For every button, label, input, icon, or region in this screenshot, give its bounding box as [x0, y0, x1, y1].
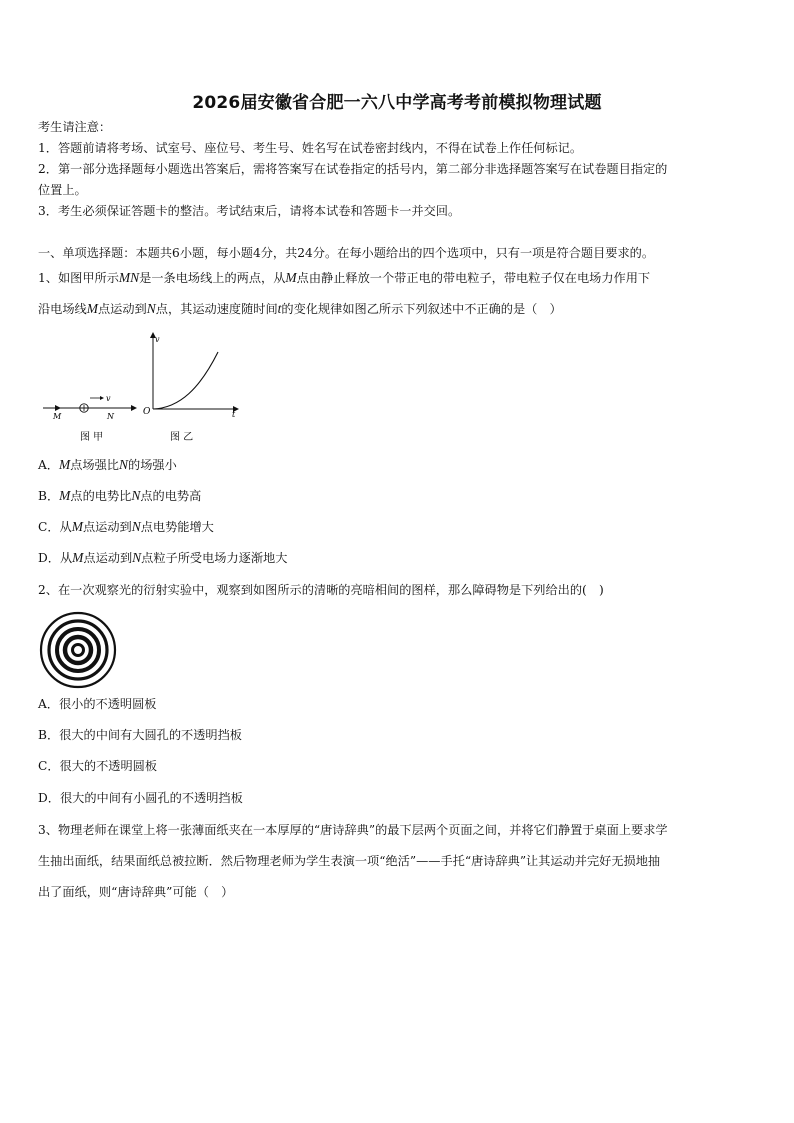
notice-heading: 考生请注意： — [38, 120, 112, 134]
q1-option-d: D．从M点运动到N点粒子所受电场力逐渐地大 — [38, 550, 288, 565]
velocity-arrow-label: v — [106, 394, 111, 403]
q1-stem-line2: 沿电场线M点运动到N点，其运动速度随时间t的变化规律如图乙所示下列叙述中不正确的是（ ） — [38, 301, 562, 316]
q3-stem-line3: 出了面纸，则“唐诗辞典”可能（ ） — [38, 885, 234, 899]
origin-label: O — [143, 407, 151, 417]
q3-stem-line1: 3、物理老师在课堂上将一张薄面纸夹在一本厚厚的“唐诗辞典”的最下层两个页面之间，并将它们静置于桌面上要求学 — [38, 823, 668, 837]
q1-option-c: C．从M点运动到N点电势能增大 — [38, 519, 214, 534]
notice-item-3: 3．考生必须保证答题卡的整洁。考试结束后，请将本试卷和答题卡一并交回。 — [38, 204, 461, 218]
exam-title: 2026届安徽省合肥一六八中学高考考前模拟物理试题 — [192, 93, 602, 113]
point-m-label: M — [53, 412, 62, 421]
figure-a-caption: 图 甲 — [80, 432, 104, 443]
point-n-label: N — [107, 412, 114, 421]
q1-option-a: A．M点场强比N的场强小 — [38, 457, 177, 472]
q1-stem-line1: 1、如图甲所示MN是一条电场线上的两点，从M点由静止释放一个带正电的带电粒子，带电粒子仅在电场力作用下 — [38, 270, 651, 285]
q2-option-d: D．很大的中间有小圆孔的不透明挡板 — [38, 791, 243, 805]
q2-stem: 2、在一次观察光的衍射实验中，观察到如图所示的清晰的亮暗相间的图样，那么障碍物是下列给出的( ) — [38, 583, 604, 597]
notice-item-2-cont: 位置上。 — [38, 183, 87, 197]
q3-stem-line2: 生抽出面纸，结果面纸总被拉断．然后物理老师为学生表演一项“绝活”——手托“唐诗辞典”让其运动并完好无损地抽 — [38, 854, 661, 868]
v-axis-label: v — [155, 335, 160, 344]
figure-b-caption: 图 乙 — [170, 432, 194, 443]
notice-item-2: 2．第一部分选择题每小题选出答案后，需将答案写在试卷指定的括号内，第二部分非选择题答案写在试卷题目指定的 — [38, 162, 668, 176]
q2-option-c: C．很大的不透明圆板 — [38, 759, 158, 773]
t-axis-label: t — [232, 410, 236, 419]
notice-item-1: 1．答题前请将考场、试室号、座位号、考生号、姓名写在试卷密封线内，不得在试卷上作任何标记。 — [38, 141, 583, 155]
q1-option-b: B．M点的电势比N点的电势高 — [38, 488, 202, 503]
q1-figure-b — [140, 330, 244, 446]
q1-figure-a — [40, 390, 140, 446]
q2-diffraction-pattern — [38, 610, 120, 692]
q2-option-a: A．很小的不透明圆板 — [38, 697, 157, 711]
q2-option-b: B．很大的中间有大圆孔的不透明挡板 — [38, 728, 242, 742]
section-heading: 一、单项选择题：本题共6小题，每小题4分，共24分。在每小题给出的四个选项中，只有一项是符合题目要求的。 — [38, 246, 655, 260]
